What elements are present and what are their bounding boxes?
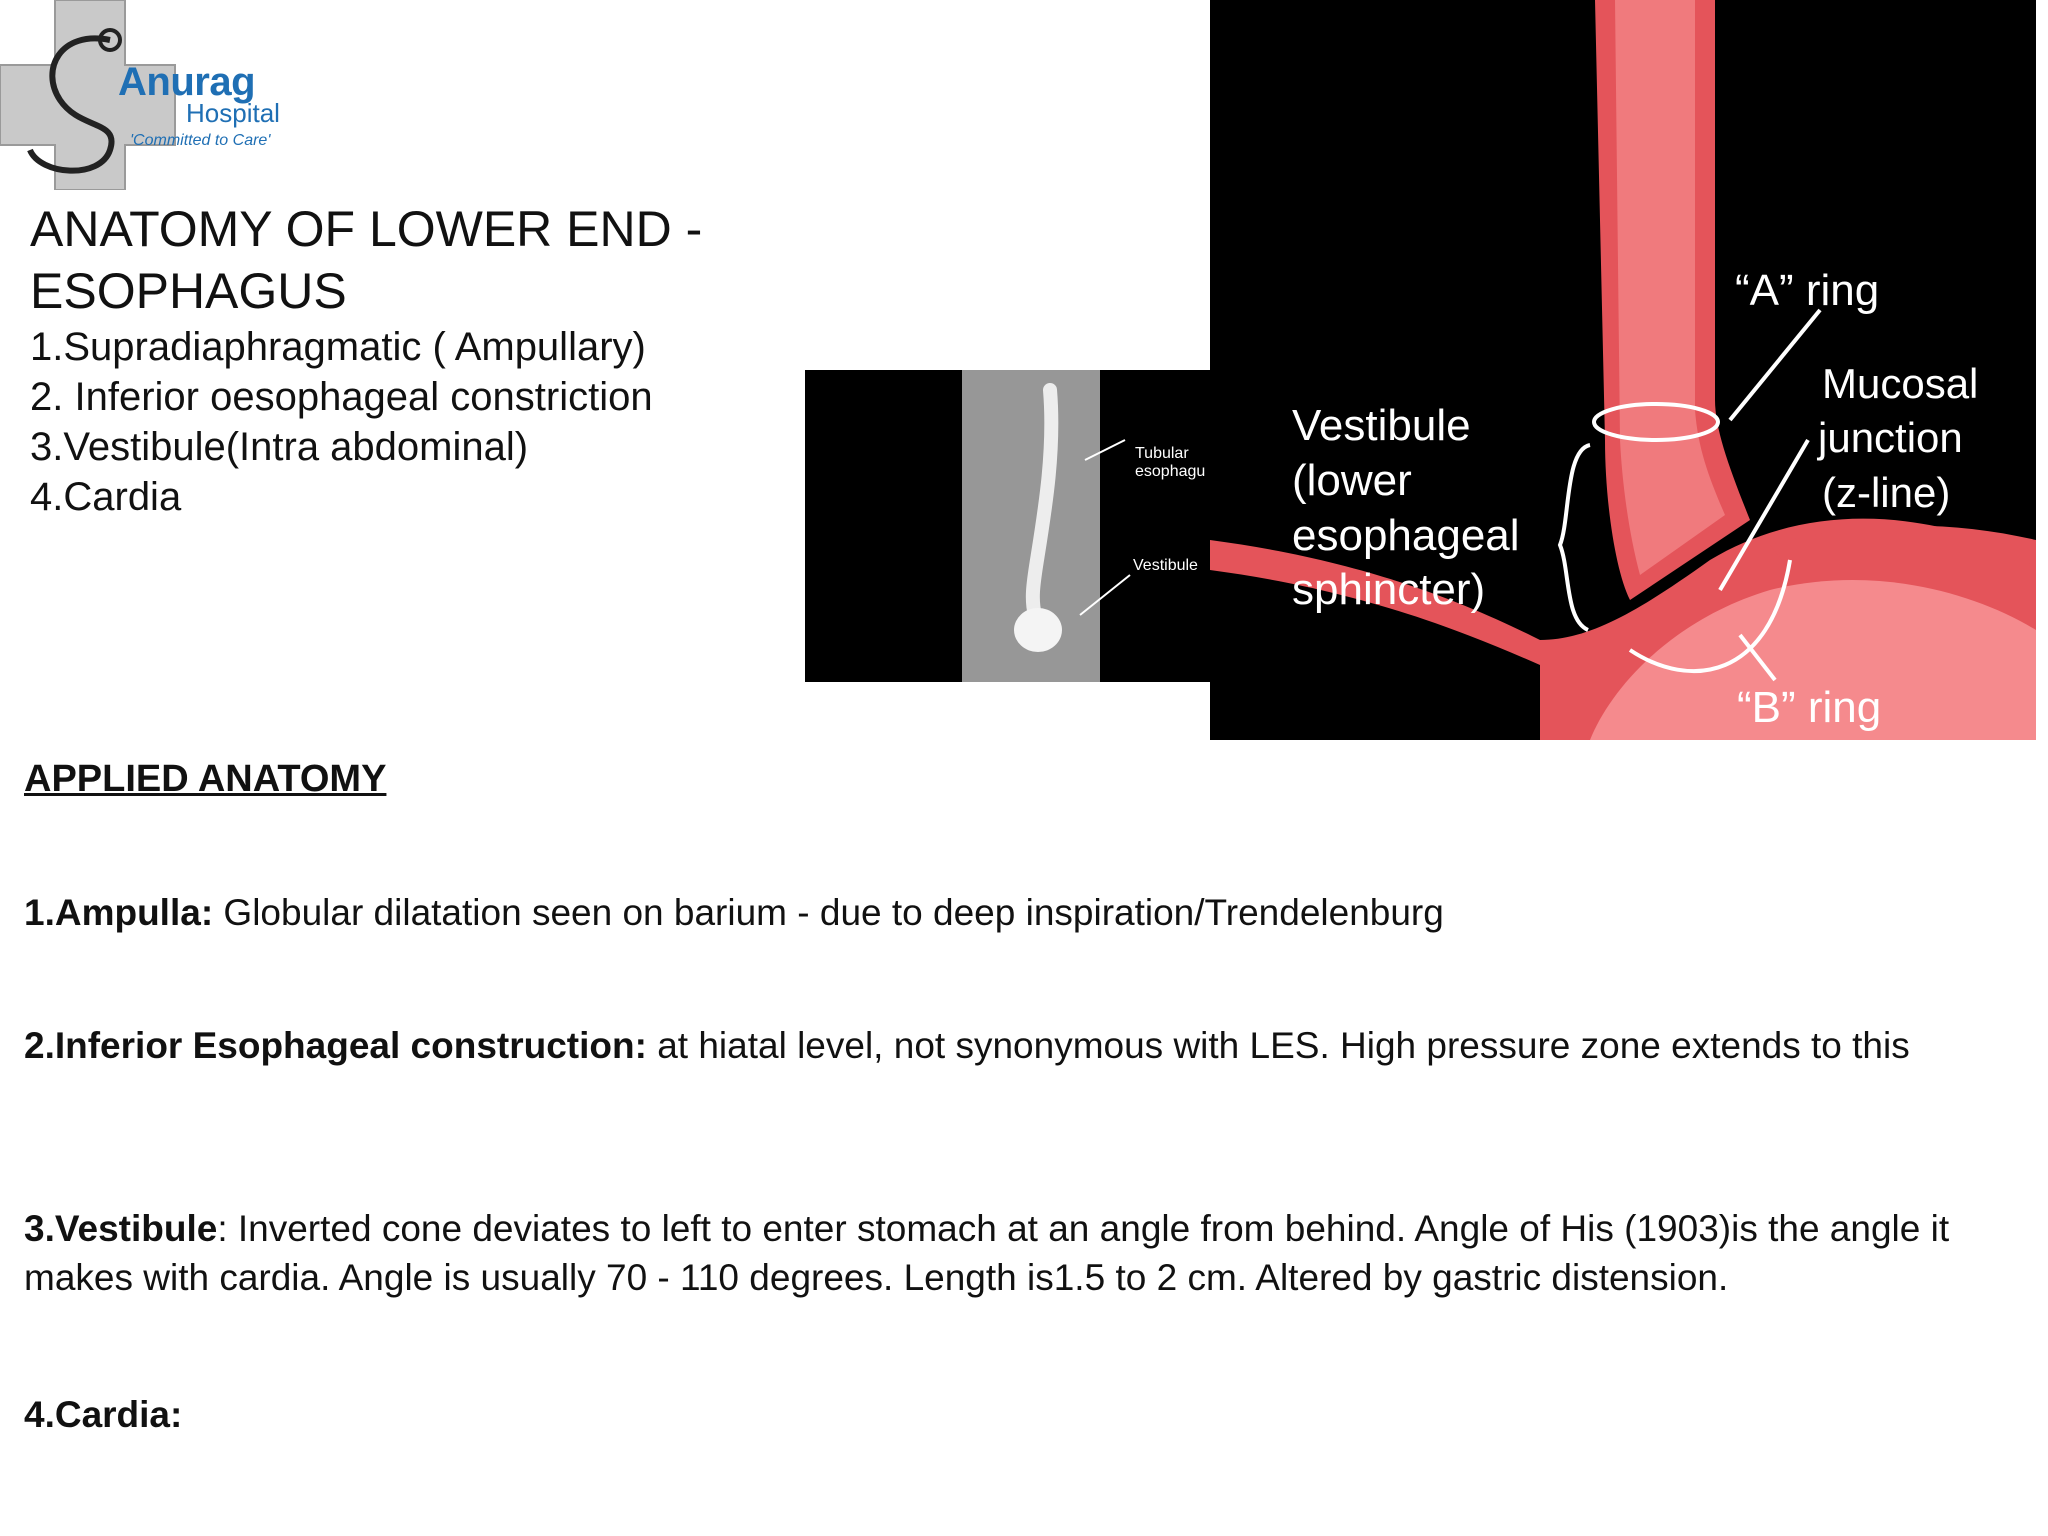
label-vestibule-2: (lower (1292, 456, 1412, 505)
barium-xray-image (805, 370, 1210, 682)
label-b-ring: “B” ring (1737, 683, 1882, 732)
xray-label-tubular-2: esophagu (1135, 463, 1206, 480)
applied-anatomy-heading: APPLIED ANATOMY (24, 758, 387, 800)
label-vestibule-4: sphincter) (1292, 565, 1486, 614)
esophagus-diagram (1210, 0, 2036, 740)
label-a-ring: “A” ring (1735, 266, 1880, 315)
outline-list (30, 322, 790, 522)
applied-item-label: 3.Vestibule (24, 1208, 218, 1249)
applied-item-text: at hiatal level, not synonymous with LES. High pressure zone extends to this (646, 1025, 1910, 1066)
xray-label-tubular: Tubular (1135, 445, 1189, 462)
label-vestibule-3: esophageal (1292, 511, 1520, 560)
outline-item: 3.Vestibule(Intra abdominal) (30, 425, 529, 469)
label-vestibule-1: Vestibule (1292, 401, 1471, 450)
applied-item-2 (24, 1021, 2024, 1070)
applied-item-1 (24, 888, 2024, 937)
applied-item-label: 1.Ampulla: (24, 892, 214, 933)
applied-item-text: : Inverted cone deviates to left to enter stomach at an angle from behind. Angle of His (1903)is the angle it makes with cardia. Angle is usually 70 - 110 degrees. Length is1.5 to 2 cm. Altered by gastric distension. (24, 1208, 1950, 1298)
applied-item-label: 2.Inferior Esophageal construction: (24, 1025, 647, 1066)
applied-item-label: 4.Cardia: (24, 1394, 183, 1435)
outline-item: 4.Cardia (30, 475, 182, 519)
applied-item-4 (24, 1390, 2024, 1439)
logo-sub: Hospital (186, 98, 280, 128)
logo-tagline: 'Committed to Care' (130, 132, 271, 149)
outline-item: 2. Inferior oesophageal constriction (30, 375, 653, 419)
applied-item-text: Globular dilatation seen on barium - due to deep inspiration/Trendelenburg (213, 892, 1444, 933)
title-block (30, 198, 790, 522)
label-mucosal-3: (z-line) (1822, 469, 1951, 516)
outline-item: 1.Supradiaphragmatic ( Ampullary) (30, 325, 646, 369)
logo-name: Anurag (118, 60, 255, 104)
page-title: ANATOMY OF LOWER END - ESOPHAGUS (30, 201, 703, 319)
xray-label-vestibule: Vestibule (1133, 557, 1198, 574)
label-mucosal-1: Mucosal (1822, 360, 1979, 407)
applied-item-3 (24, 1204, 2024, 1302)
label-mucosal-2: junction (1818, 414, 1963, 461)
hospital-logo (0, 0, 280, 190)
